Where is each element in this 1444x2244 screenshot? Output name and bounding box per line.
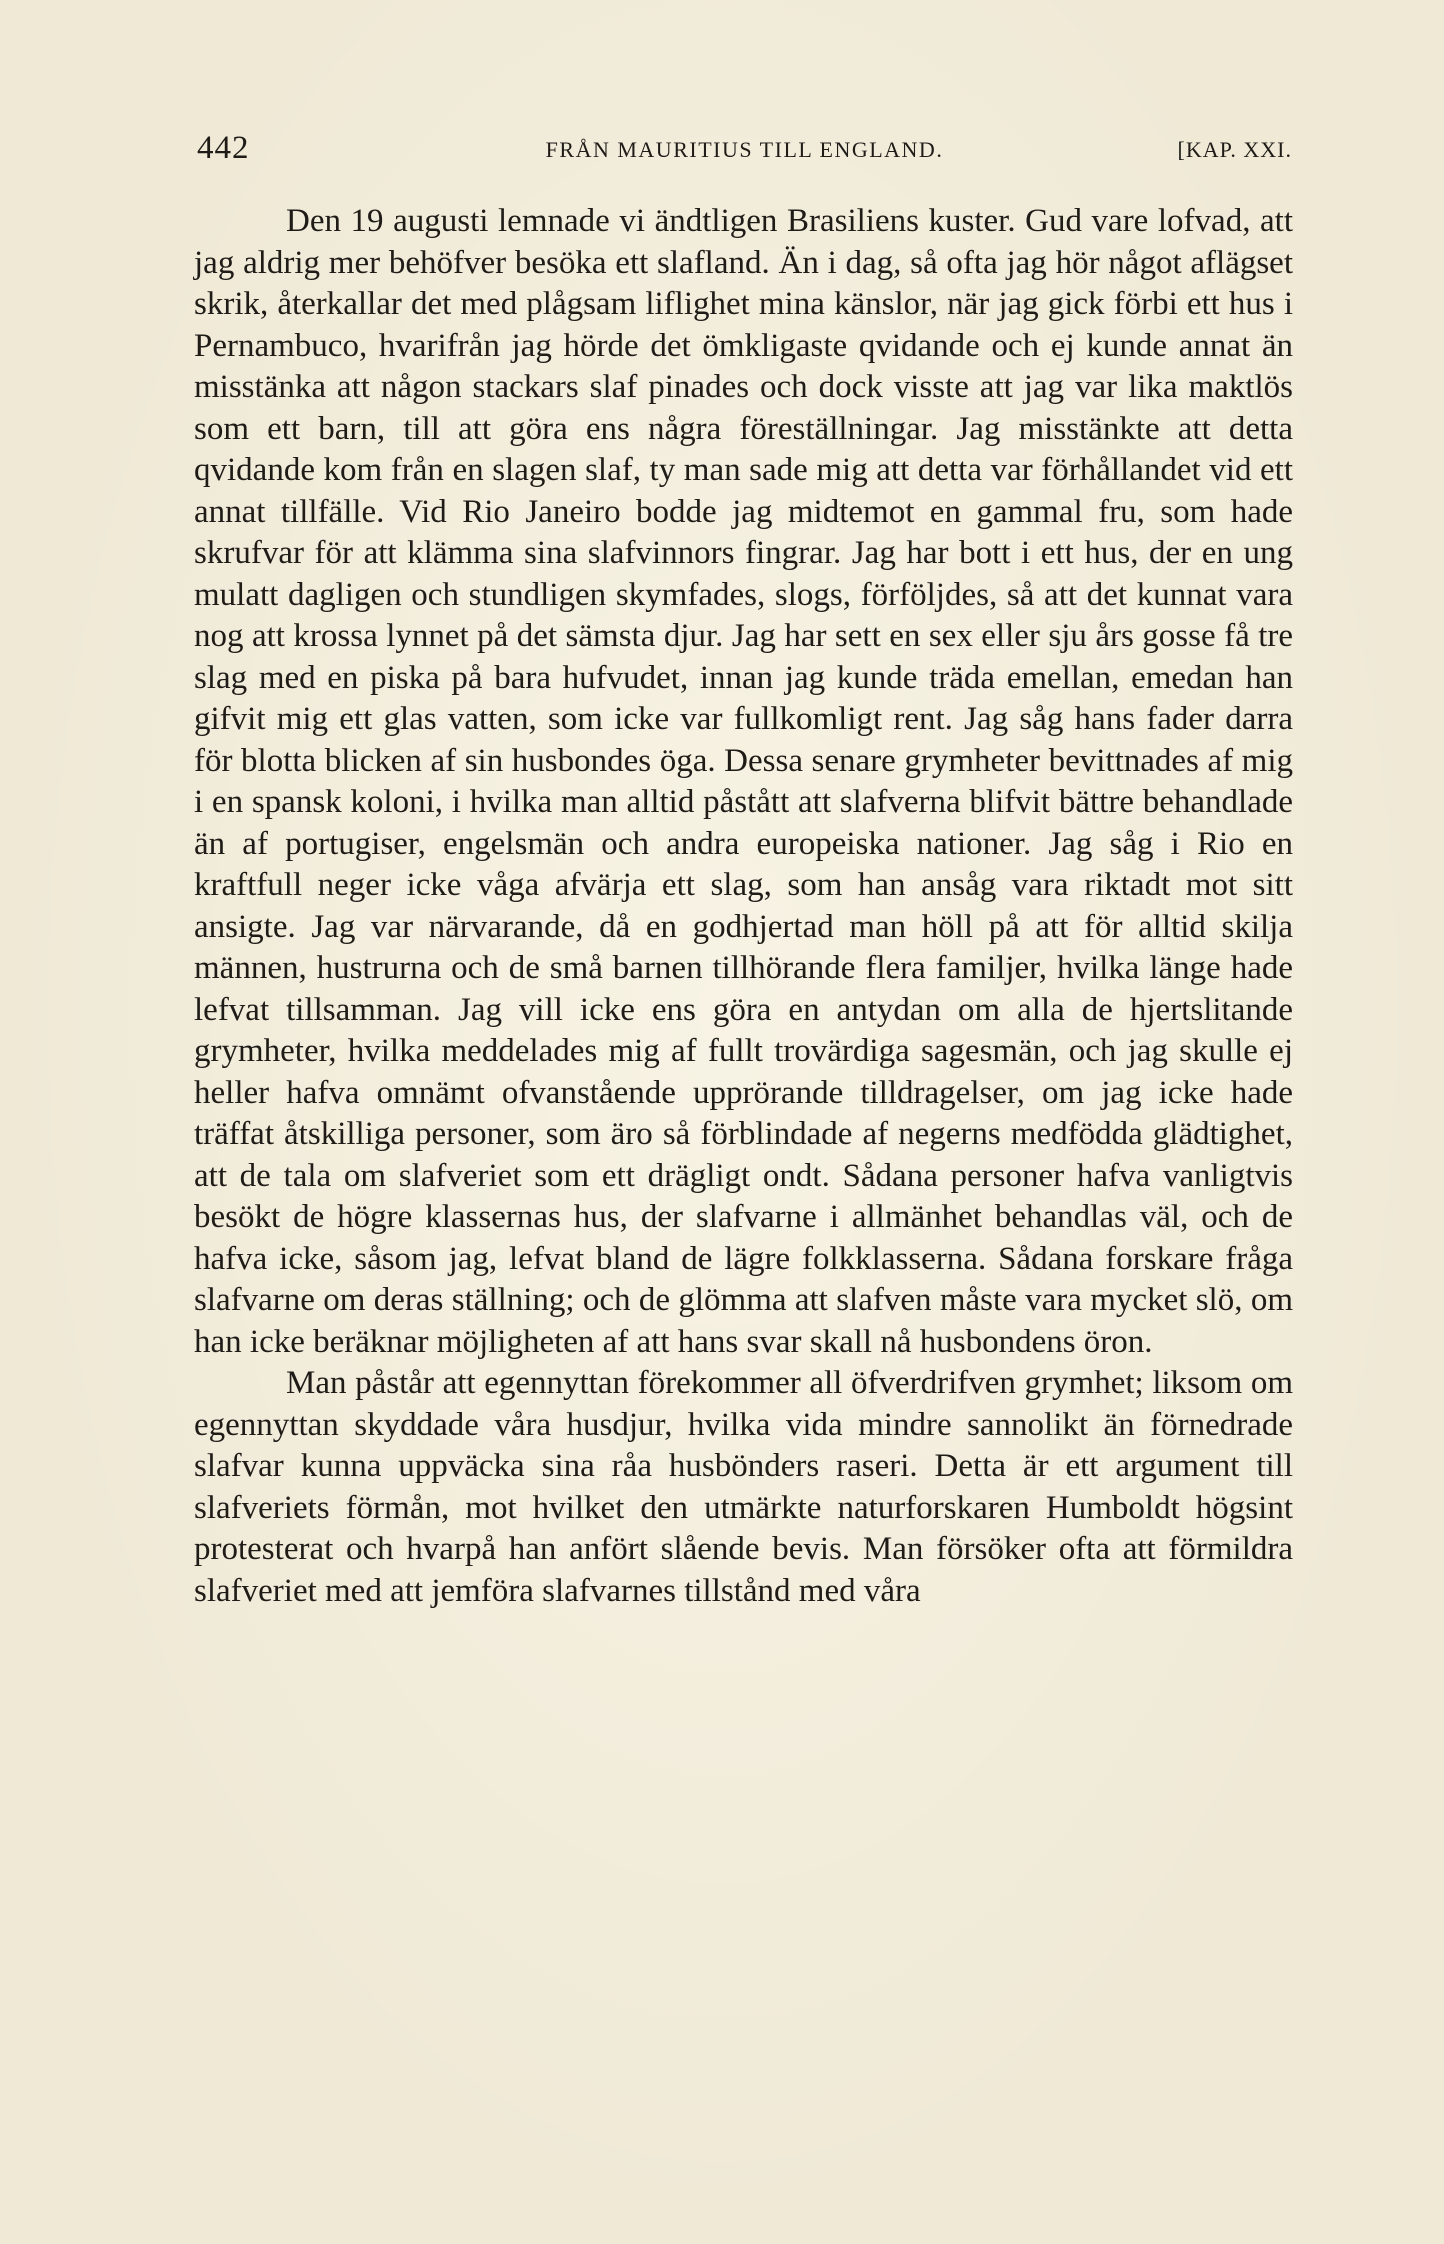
running-title: FRÅN MAURITIUS TILL ENGLAND. [545,137,944,162]
running-head [197,130,1292,170]
chapter-reference: [KAP. XXI. [1177,137,1292,162]
paragraph: Man påstår att egennyttan förekommer all öfverdrifven grymhet; liksom om egennyttan skyddade våra husdjur, hvilka vida mindre sannolikt än förnedrade slafvar kunna uppväcka sina råa husbönders raseri. Detta är ett argument till slafveriets förmån, mot hvilket den utmärkte naturforskaren Humboldt högsint protesterat och hvarpå han anfört slående bevis. Man försöker ofta att förmildra slafveriet med att jemföra slafvarnes tillstånd med våra [194,1365,1293,1609]
paragraph: Den 19 augusti lemnade vi ändtligen Brasiliens kuster. Gud vare lofvad, att jag aldrig mer behöfver besöka ett slafland. Än i dag, så ofta jag hör något aflägset skrik, återkallar det med plågsam liflighet mina känslor, när jag gick förbi ett hus i Pernambuco, hvarifrån jag hörde det ömkligaste qvidande och ej kunde annat än misstänka att någon stackars slaf pinades och dock visste att jag var lika maktlös som ett barn, till att göra ens några föreställningar. Jag misstänkte att detta qvidande kom från en slagen slaf, ty man sade mig att detta var förhållandet vid ett annat tillfälle. Vid Rio Janeiro bodde jag midtemot en gammal fru, som hade skrufvar för att klämma sina slafvinnors fingrar. Jag har bott i ett hus, der en ung mulatt dagligen och stundligen skymfades, slogs, förföljdes, så att det kunnat vara nog att krossa lynnet på det sämsta djur. Jag har sett en sex eller sju års gosse få tre slag med en piska på bara hufvudet, innan jag kunde träda emellan, emedan han gifvit mig ett glas vatten, som icke var fullkomligt rent. Jag såg hans fader darra för blotta blicken af sin husbondes öga. Dessa senare grymheter bevittnades af mig i en spansk koloni, i hvilka man alltid påstått att slafverna blifvit bättre behandlade än af portugiser, engelsmän och andra europeiska nationer. Jag såg i Rio en kraftfull neger icke våga afvärja ett slag, som han ansåg vara riktadt mot sitt ansigte. Jag var närvarande, då en godhjertad man höll på att för alltid skilja männen, hustrurna och de små barnen tillhörande flera familjer, hvilka länge hade lefvat tillsamman. Jag vill icke ens göra en antydan om alla de hjertslitande grymheter, hvilka meddelades mig af fullt trovärdiga sagesmän, och jag skulle ej heller hafva omnämt ofvanstående upprörande tilldragelser, om jag icke hade träffat åtskilliga personer, som äro så förblindade af negerns medfödda glädtighet, att de tala om slafveriet som ett drägligt ondt. Sådana personer hafva vanligtvis besökt de högre klassernas hus, der slafvarne i allmänhet behandlas väl, och de hafva icke, såsom jag, lefvat bland de lägre folkklasserna. Sådana forskare fråga slafvarne om deras ställning; och de glömma att slafven måste vara mycket slö, om han icke beräknar möjligheten af att hans svar skall nå husbondens öron. [194,203,1293,1360]
body-text [194,201,1293,1612]
page-number: 442 [197,130,250,166]
